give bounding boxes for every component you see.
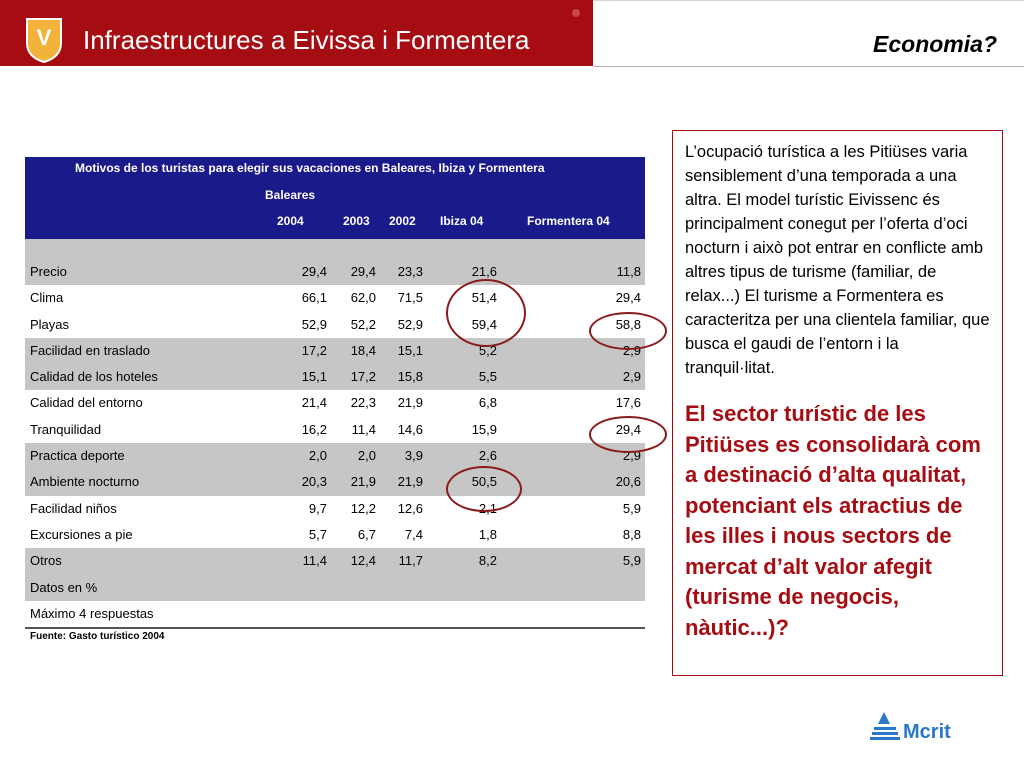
column-header: Ibiza 04 (440, 214, 484, 228)
table-cell: 11,7 (398, 553, 423, 569)
row-label: Calidad del entorno (30, 395, 143, 411)
table-cell: 18,4 (350, 342, 376, 358)
table-row (25, 390, 645, 416)
column-header: 2002 (389, 214, 416, 228)
column-header: 2003 (343, 214, 370, 228)
table-cell: 29,4 (615, 290, 641, 306)
table-cell: 11,4 (302, 553, 327, 569)
table-cell: 6,8 (478, 395, 497, 411)
table-cell: 5,7 (308, 526, 327, 542)
table-cell: 29,4 (615, 421, 641, 437)
table-cell: 51,4 (471, 290, 497, 306)
table-cell: 6,7 (357, 526, 376, 542)
table-cell: 71,5 (397, 290, 423, 306)
table-cell: 2,9 (622, 448, 641, 464)
table-cell: 8,2 (478, 553, 497, 569)
header-divider (593, 66, 1024, 67)
row-label: Otros (30, 553, 62, 569)
table-cell: 11,8 (616, 264, 641, 279)
row-label: Ambiente nocturno (30, 474, 140, 490)
table-cell: 21,9 (397, 395, 423, 411)
table-row (25, 364, 645, 390)
table-source: Fuente: Gasto turístico 2004 (30, 631, 165, 643)
mcrit-logo-text: Mcrit (903, 721, 951, 743)
table-cell: 17,6 (615, 395, 641, 411)
table-row (25, 443, 645, 469)
table-bottom-rule (25, 627, 645, 629)
svg-text:V: V (36, 25, 52, 50)
table-cell: 5,2 (478, 342, 497, 358)
column-header: Formentera 04 (527, 214, 610, 228)
table-cell: 2,0 (357, 448, 376, 464)
row-label: Calidad de los hoteles (30, 369, 158, 385)
section-label: Economia? (873, 31, 997, 57)
table-cell: 12,4 (350, 553, 376, 569)
table-row (25, 285, 645, 311)
table-cell: 7,4 (404, 526, 423, 542)
table-cell: 1,8 (478, 526, 497, 542)
table-cell: 52,2 (350, 316, 376, 332)
table-cell: 66,1 (301, 290, 327, 306)
table-row (25, 259, 645, 285)
row-label: Precio (30, 264, 67, 279)
table-cell: 58,8 (615, 316, 641, 332)
row-label: Facilidad en traslado (30, 342, 150, 358)
table-cell: 20,3 (301, 474, 327, 490)
header-top-rule (593, 0, 1024, 1)
page-title: Infraestructures a Eivissa i Formentera (83, 25, 530, 55)
table-row (25, 469, 645, 495)
row-label: Facilidad niños (30, 500, 117, 516)
table-cell: 23,3 (397, 264, 423, 279)
table-cell: 52,9 (397, 316, 423, 332)
table-row (25, 417, 645, 443)
table-cell: 12,6 (397, 500, 423, 516)
commentary-box (672, 130, 1003, 676)
table-cell: 11,4 (351, 421, 376, 437)
table-cell: 21,4 (301, 395, 327, 411)
table-cell: 2,1 (478, 500, 497, 516)
table-row (25, 522, 645, 548)
highlight-ellipse-formentera-tranquilidad (589, 416, 667, 453)
table-cell: 29,4 (350, 264, 376, 279)
table-group-label: Baleares (265, 188, 316, 202)
row-label: Clima (30, 290, 64, 306)
table-cell: 2,6 (478, 448, 497, 464)
table-cell: 2,9 (622, 342, 641, 358)
table-row (25, 312, 645, 338)
header-dot (572, 9, 580, 17)
table-cell: 15,1 (301, 369, 327, 385)
row-label: Datos en % (30, 579, 98, 595)
table-row (25, 548, 645, 574)
table-cell: 59,4 (471, 316, 497, 332)
row-label: Excursiones a pie (30, 526, 133, 542)
mcrit-sail-icon (870, 710, 900, 744)
table-cell: 50,5 (471, 474, 497, 490)
table-cell: 62,0 (350, 290, 376, 306)
table-cell: 52,9 (301, 316, 327, 332)
table-cell: 14,6 (397, 421, 423, 437)
table-cell: 12,2 (350, 500, 376, 516)
row-label: Máximo 4 respuestas (30, 605, 154, 621)
commentary-highlight: El sector turístic de les Pitiüses es consolidarà com a destinació d’alta qualitat, potenciant els atractius de les illes i nous sectors de mercat d’alt valor afegit (turisme de negocis, nàutic...)? (685, 401, 981, 640)
table-cell: 15,9 (471, 421, 497, 437)
row-label: Practica deporte (30, 448, 125, 464)
table-cell: 5,9 (622, 500, 641, 516)
table-row (25, 575, 645, 601)
table-row (25, 601, 645, 627)
highlight-ellipse-formentera-playas (589, 312, 667, 350)
table-cell: 21,9 (350, 474, 376, 490)
table-cell: 15,1 (397, 342, 423, 358)
table-body (25, 259, 645, 627)
table-row (25, 496, 645, 522)
table-cell: 21,9 (397, 474, 423, 490)
table-title: Motivos de los turistas para elegir sus vacaciones en Baleares, Ibiza y Formentera (75, 161, 545, 175)
table-cell: 22,3 (350, 395, 376, 411)
table-cell: 21,6 (471, 264, 497, 279)
commentary-paragraph: L’ocupació turística a les Pitiüses varia sensiblement d’una temporada a una altra. El model turístic Eivissenc és principalment conegut per l’oferta d’oci nocturn i això pot entrar en conflicte amb altres tipus de turisme (familiar, de relax...) El turisme a Formentera es caracteritza per una clientela familiar, que busca el gaudi de l’entorn i la tranquil·litat. (685, 143, 990, 377)
table-cell: 5,5 (478, 369, 497, 385)
row-label: Playas (30, 316, 70, 332)
table-cell: 5,9 (622, 553, 641, 569)
tourism-motives-table (25, 157, 645, 642)
table-header (25, 157, 645, 239)
table-cell: 9,7 (308, 500, 327, 516)
table-cell: 3,9 (404, 448, 423, 464)
mcrit-logo (870, 710, 965, 744)
column-header: 2004 (277, 214, 304, 228)
table-cell: 8,8 (622, 526, 641, 542)
highlight-ellipse-ibiza-clima-playas (446, 279, 526, 347)
table-cell: 29,4 (301, 264, 327, 279)
table-cell: 2,9 (622, 369, 641, 385)
table-cell: 20,6 (615, 474, 641, 490)
highlight-ellipse-ibiza-nocturno (446, 466, 522, 512)
table-row (25, 338, 645, 364)
table-cell: 15,8 (397, 369, 423, 385)
table-cell: 2,0 (308, 448, 327, 464)
shield-logo-icon (25, 17, 63, 63)
table-spacer-row (25, 239, 645, 259)
table-cell: 17,2 (350, 369, 376, 385)
table-cell: 17,2 (301, 342, 327, 358)
row-label: Tranquilidad (30, 421, 102, 437)
table-cell: 16,2 (301, 421, 327, 437)
